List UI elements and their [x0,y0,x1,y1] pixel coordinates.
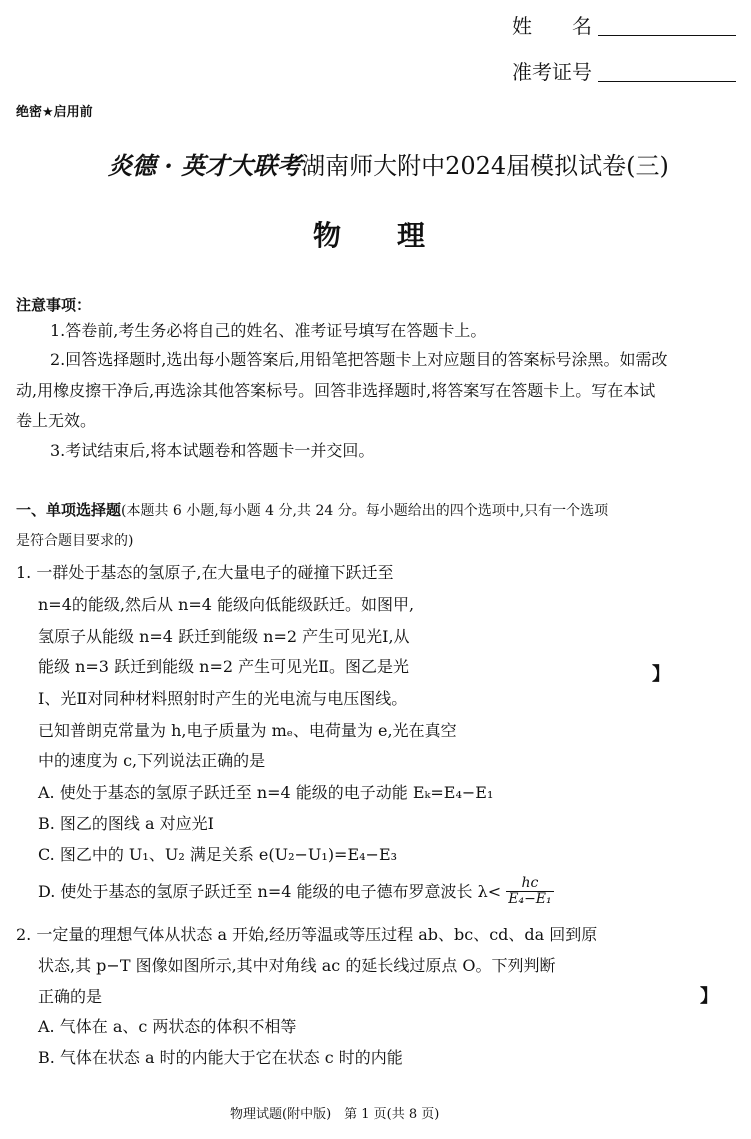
q1-option-d-fraction [506,876,553,908]
exam-title [108,146,669,181]
id-field-row [512,62,736,82]
q1-option-a: A. 使处于基态的氢原子跃迁至 n=4 能级的电子动能 Eₖ=E₄−E₁ [38,783,494,802]
name-label: 姓 名 [512,14,592,38]
section-desc: (本题共 6 小题,每小题 4 分,共 24 分。每小题给出的四个选项中,只有一个选项 [121,503,609,519]
q2-answer-bracket: 】 [700,986,718,1007]
q2-line-3: 正确的是 [38,987,103,1006]
q1-line-6: 已知普朗克常量为 h,电子质量为 mₑ、电荷量为 e,光在真空 [38,721,457,740]
q1-line-1: 1. 一群处于基态的氢原子,在大量电子的碰撞下跃迁至 [16,563,394,582]
note-item-2-cont1: 动,用橡皮擦干净后,再选涂其他答案标号。回答非选择题时,将答案写在答题卡上。写在本试 [16,381,656,400]
section-header [16,503,608,518]
q2-line-1: 2. 一定量的理想气体从状态 a 开始,经历等温或等压过程 ab、bc、cd、da 回到原 [16,925,598,944]
name-blank-line [598,34,736,36]
fraction-denominator: E₄−E₁ [508,891,552,908]
q1-line-7: 中的速度为 c,下列说法正确的是 [38,751,266,770]
q1-answer-bracket: 】 [652,664,670,685]
id-label: 准考证号 [512,60,592,84]
note-item-3: 3.考试结束后,将本试题卷和答题卡一并交回。 [50,441,375,460]
fraction-numerator: hc [506,876,553,892]
q1-option-b: B. 图乙的图线 a 对应光Ⅰ [38,814,214,833]
q1-line-5: Ⅰ、光Ⅱ对同种材料照射时产生的光电流与电压图线。 [38,689,408,708]
secret-label: 绝密★启用前 [16,105,93,120]
q2-line-2: 状态,其 p−T 图像如图所示,其中对角线 ac 的延长线过原点 O。下列判断 [38,956,556,975]
page-footer: 物理试题(附中版) 第 1 页(共 8 页) [230,1107,440,1122]
q1-option-d [38,876,554,908]
notes-heading: 注意事项： [16,296,92,314]
note-item-2-cont2: 卷上无效。 [16,411,97,430]
subject-title: 物 理 [313,219,426,252]
q1-line-3: 氢原子从能级 n=4 跃迁到能级 n=2 产生可见光Ⅰ,从 [38,627,410,646]
q1-line-4: 能级 n=3 跃迁到能级 n=2 产生可见光Ⅱ。图乙是光 [38,657,410,676]
exam-title-rest: 湖南师大附中2024届模拟试卷(三) [301,152,669,180]
section-desc-cont: 是符合题目要求的) [16,533,134,549]
q1-option-d-text: D. 使处于基态的氢原子跃迁至 n=4 能级的电子德布罗意波长 λ< [38,881,502,901]
q1-line-2: n=4的能级,然后从 n=4 能级向低能级跃迁。如图甲, [38,595,415,614]
note-item-2: 2.回答选择题时,选出每小题答案后,用铅笔把答题卡上对应题目的答案标号涂黑。如需改 [50,350,668,369]
name-field-row [512,16,736,36]
q2-option-b: B. 气体在状态 a 时的内能大于它在状态 c 时的内能 [38,1048,403,1067]
q2-option-a: A. 气体在 a、c 两状态的体积不相等 [38,1017,297,1036]
q1-option-c: C. 图乙中的 U₁、U₂ 满足关系 e(U₂−U₁)=E₄−E₃ [38,845,398,864]
note-item-1: 1.答卷前,考生务必将自己的姓名、准考证号填写在答题卡上。 [50,321,487,340]
section-title: 一、单项选择题 [16,501,122,519]
id-blank-line [598,80,736,82]
exam-brand: 炎德 · 英才大联考 [108,151,302,180]
